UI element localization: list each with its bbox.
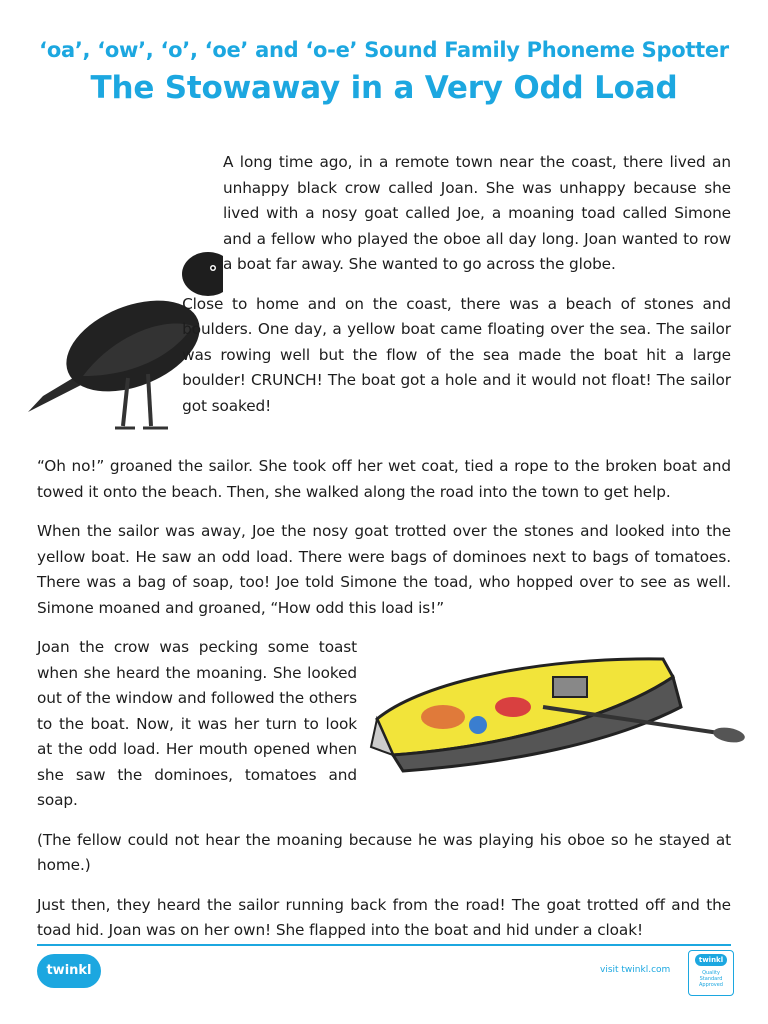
story-paragraph: Just then, they heard the sailor running back from the road! The goat trotted off and the toad hid. Joan was on her own! She flapped into the boat and hid under a cloak! xyxy=(37,895,731,939)
story-paragraph: Close to home and on the coast, there was a beach of stones and boulders. One day, a yellow boat came floating over the sea. The sailor was rowing well but the flow of the sea made the boat hit a large boulder! CRUNCH! The boat got a hole and it would not float! The sailor got soaked! xyxy=(182,294,731,415)
story-paragraph: (The fellow could not hear the moaning because he was playing his oboe so he stayed at home.) xyxy=(37,830,731,874)
boat-illustration xyxy=(363,637,751,793)
badge-label: Quality Standard Approved xyxy=(699,970,723,988)
story-paragraph: When the sailor was away, Joe the nosy goat trotted over the stones and looked into the yellow boat. He saw an odd load. There were bags of dominoes next to bags of tomatoes. There was a bag of soap, too! Joe told Simone the toad, who hopped over to see as well. Simone moaned and groaned, “How odd this load is!” xyxy=(37,522,731,617)
twinkl-logo[interactable]: twinkl xyxy=(37,954,101,988)
story-paragraph: Joan the crow was pecking some toast when she heard the moaning. She looked out of the window and followed the others to the boat. Now, it was her turn to look at the odd load. Her mouth opened when she saw the dominoes, tomatoes and soap. xyxy=(37,638,357,809)
story-body xyxy=(37,150,731,958)
story-paragraph: “Oh no!” groaned the sailor. She took off her wet coat, tied a rope to the broken boat and towed it onto the beach. Then, she walked along the road into the town to get help. xyxy=(37,457,731,501)
badge-logo: twinkl xyxy=(695,954,727,966)
page-title: The Stowaway in a Very Odd Load xyxy=(90,70,678,106)
story-paragraph: A long time ago, in a remote town near the coast, there lived an unhappy black crow called Joan. She was unhappy because she lived with a nosy goat called Joe, a moaning toad called Simone and a fellow who played the oboe all day long. Joan wanted to row a boat far away. She wanted to go across the globe. xyxy=(223,153,731,273)
page-subtitle: ‘oa’, ‘ow’, ‘o’, ‘oe’ and ‘o-e’ Sound Family Phoneme Spotter xyxy=(39,38,729,62)
quality-badge xyxy=(688,950,734,996)
footer-divider xyxy=(37,944,731,946)
visit-link[interactable]: visit twinkl.com xyxy=(600,965,671,975)
